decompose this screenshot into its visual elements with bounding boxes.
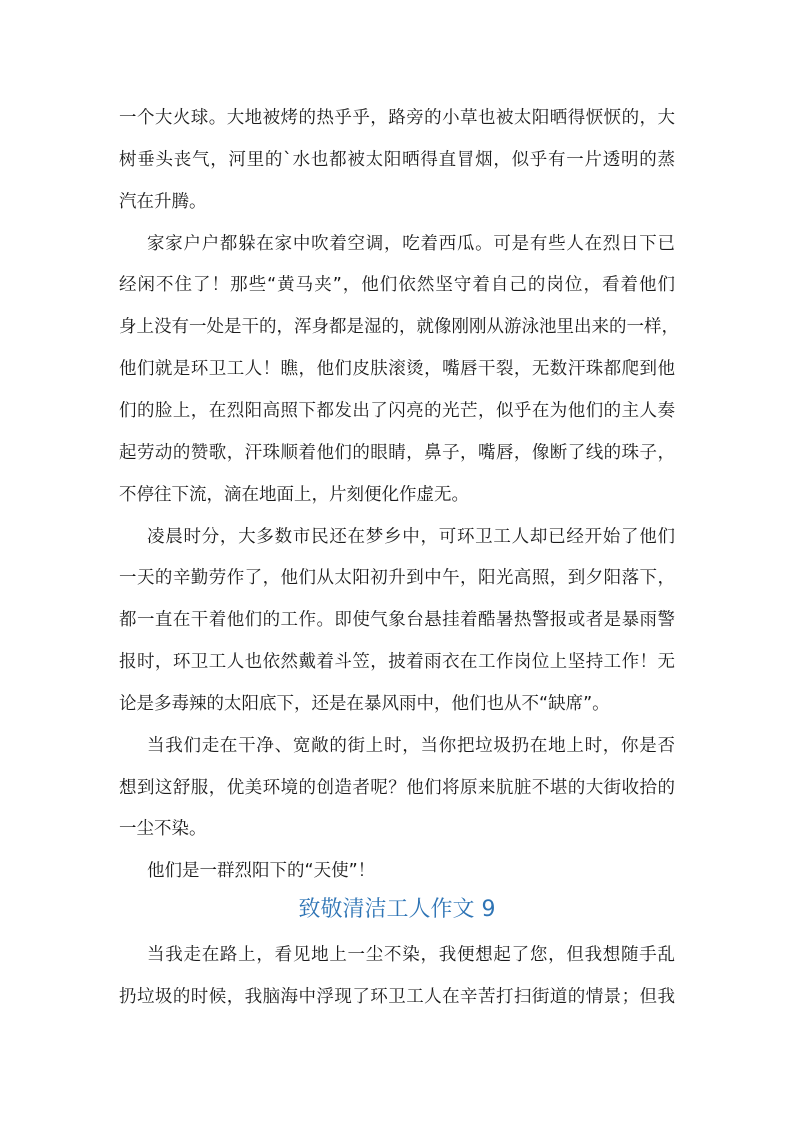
paragraph-line: 凌晨时分，大多数市民还在梦乡中，可环卫工人却已经开始了他们 <box>147 527 675 547</box>
paragraph-line: 一天的辛勤劳作了，他们从太阳初升到中午，阳光高照，到夕阳落下， <box>119 568 675 588</box>
paragraph-line: 不停往下流，滴在地面上，片刻便化作虚无。 <box>119 485 469 505</box>
paragraph-line: 起劳动的赞歌，汗珠顺着他们的眼睛，鼻子，嘴唇，像断了线的珠子， <box>119 443 675 463</box>
paragraph-line: 报时，环卫工人也依然戴着斗笠，披着雨衣在工作岗位上坚持工作！无 <box>119 652 675 672</box>
paragraph-line: 他们是一群烈阳下的“天使”！ <box>147 861 376 881</box>
paragraph-line: 家家户户都躲在家中吹着空调，吃着西瓜。可是有些人在烈日下已 <box>147 234 675 254</box>
paragraph-line: 论是多毒辣的太阳底下，还是在暴风雨中，他们也从不“缺席”。 <box>119 694 610 714</box>
paragraph-line: 一个大火球。大地被烤的热乎乎，路旁的小草也被太阳晒得恹恹的，大 <box>119 108 675 128</box>
paragraph-line: 想到这舒服，优美环境的创造者呢？他们将原来肮脏不堪的大街收拾的 <box>119 778 675 798</box>
paragraph-line: 汽在升腾。 <box>119 192 207 212</box>
paragraph-line: 当我走在路上，看见地上一尘不染，我便想起了您，但我想随手乱 <box>147 945 675 965</box>
paragraph-line: 都一直在干着他们的工作。即使气象台悬挂着酷暑热警报或者是暴雨警 <box>119 610 675 630</box>
paragraph-line: 当我们走在干净、宽敞的街上时，当你把垃圾扔在地上时，你是否 <box>147 736 675 756</box>
paragraph-line: 扔垃圾的时候，我脑海中浮现了环卫工人在辛苦打扫街道的情景；但我 <box>119 987 675 1007</box>
paragraph-line: 们的脸上，在烈阳高照下都发出了闪亮的光芒，似乎在为他们的主人奏 <box>119 401 675 421</box>
paragraph-line: 一尘不染。 <box>119 819 207 839</box>
paragraph-line: 身上没有一处是干的，浑身都是湿的，就像刚刚从游泳池里出来的一样， <box>119 317 679 337</box>
paragraph-line: 经闲不住了！那些“黄马夹”，他们依然坚守着自己的岗位，看着他们 <box>119 275 675 295</box>
section-heading: 致敬清洁工人作文 9 <box>298 897 496 922</box>
paragraph-line: 树垂头丧气，河里的`水也都被太阳晒得直冒烟，似乎有一片透明的蒸 <box>119 150 675 170</box>
paragraph-line: 他们就是环卫工人！瞧，他们皮肤滚烫，嘴唇干裂，无数汗珠都爬到他 <box>119 359 675 379</box>
